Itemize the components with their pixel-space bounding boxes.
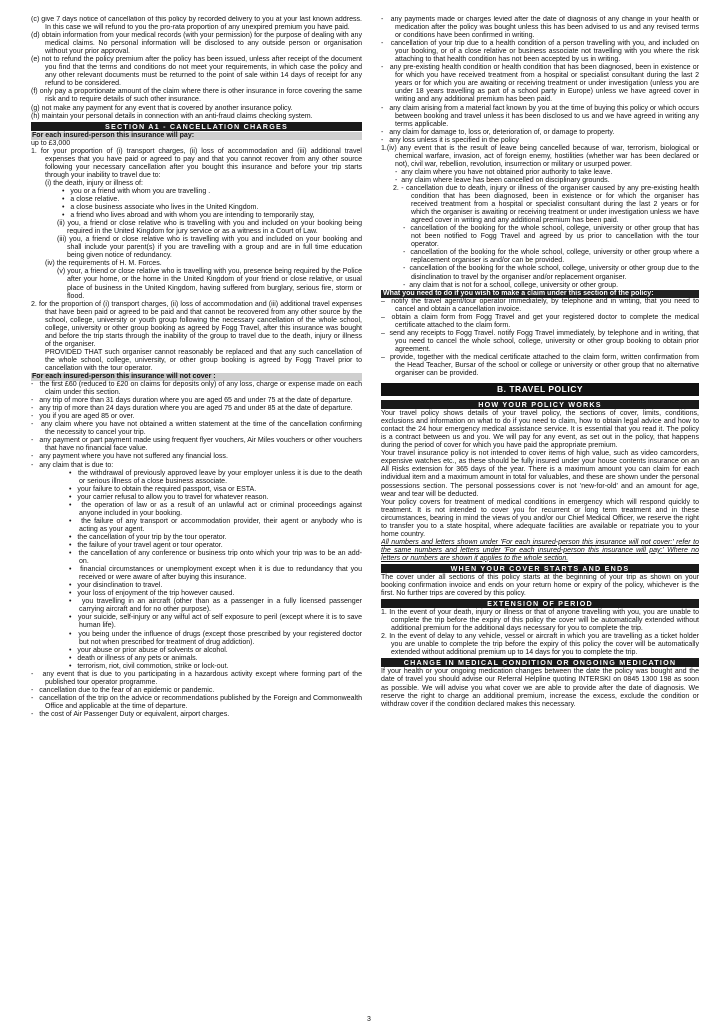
list-item: - cancellation of the booking for the whole school, college, university or other group where a replacement organiser is and/or can be provided.	[403, 249, 699, 265]
cover-item-2-proviso: PROVIDED THAT such organiser cannot reasonably be replaced and that any such cancellation of the whole school, college, university, or other group booking is agreed by Fogg Travel prior to cancellation with the tour operator.	[45, 348, 362, 372]
list-item: - any payment where you have not suffered any financial loss.	[31, 453, 228, 461]
list-item: - any claim that is due to:	[31, 461, 114, 469]
conditions-list	[31, 16, 362, 121]
condition-c: (c) give 7 days notice of cancellation of this policy by recorded delivery to you at your last known address. In this case we will refund to you the pro-rata proportion of any unexpired premium you have paid.	[31, 16, 362, 32]
cover-starts-heading: WHEN YOUR COVER STARTS AND ENDS	[381, 564, 699, 573]
cover-item-1-i-bullets	[31, 188, 362, 220]
list-item: - any claim for damage to, loss or, deterioration of, or damage to property.	[381, 128, 615, 136]
list-item: • a close business associate who lives in the United Kingdom.	[62, 204, 259, 212]
cover-item-1-ii: (ii) you, a friend or close relative who is travelling with you and included on your booking being required in the United Kingdom for jury service or as a witness in a Court of Law.	[57, 220, 362, 236]
list-item: - any payment or part payment made using frequent flyer vouchers, Air Miles vouchers or other vouchers that have no financial face value.	[31, 437, 362, 453]
will-pay-heading: For each insured-person this insurance will pay:	[31, 132, 362, 140]
list-item: - any payments made or charges levied after the date of diagnosis of any change in your health or medication after the policy was bought unless this has been advised to us and any revised terms or conditions have been confirmed in writing.	[381, 16, 699, 40]
list-item: - any trip of more than 31 days duration where you are aged 65 and under 75 at the date of departure.	[31, 397, 353, 405]
list-item: • the operation of law or as a result of an unlawful act or criminal proceedings against anyone included in your booking.	[69, 501, 362, 517]
condition-e: (e) not to refund the policy premium after the policy has been issued, unless after receipt of the document you find that the terms and conditions do not meet your requirements, in which case the policy and any other relevant documents must be returned to the point of sale within 14 days of receipt for any refund to be considered.	[31, 56, 362, 88]
extension-item-1: 1. In the event of your death, injury or illness or that of anyone travelling with you, you are unable to complete the trip before the expiry of this policy the cover will be automatically extended without additional premium for the additional days necessary for you to complete the trip.	[381, 609, 699, 633]
claim-steps	[381, 298, 699, 378]
exclusion-2: 2. - cancellation due to death, injury or illness of the organiser caused by any pre-existing health condition that has been diagnosed, been in existence or for which the organiser has received treatment from a hospital or specialist consultant during the last 2 years or for which the organiser is awaiting or receiving treatment or under investigation unless we have agreed cover in writing and any additional premium has been paid.	[393, 184, 699, 225]
list-item: - you if you are aged 85 or over.	[31, 413, 135, 421]
exclusions-list	[31, 381, 362, 470]
list-item: • you or a friend with whom you are travelling .	[62, 187, 211, 195]
list-item: • the cancellation of your trip by the tour operator.	[69, 533, 227, 541]
cover-item-1-v: (v) your, a friend or close relative who is travelling with you, presence being required by the Police after your home, or the home in the United Kingdom of your friend or close relative, or usual place of business in the United Kingdom, having suffered from burglary, serious fire, storm or flood.	[57, 268, 362, 300]
list-item: • your loss of enjoyment of the trip however caused.	[69, 590, 235, 598]
how-text-3: Your policy covers for treatment of medical conditions in emergency which will respond quickly to treatment. It is not intended to cover you for recurrent or long term treatment and in these circumstances, bearing in mind the views of you and/or our Chief Medical Officer, we reserve the right to transfer you to a state hospital, where adequate facilities are available or repatriate you to your home country.	[381, 498, 699, 538]
list-item: • your disinclination to travel.	[69, 582, 163, 590]
list-item: - any claim arising from a material fact known by you at the time of buying this policy or which occurs between booking and travel unless it has been disclosed to us and we have agreed in writing any terms applicable.	[381, 104, 699, 128]
list-item: - cancellation of the trip on the advice or recommendations published by the Foreign and Commonwealth Office and applicable at the time of departure.	[31, 694, 362, 710]
page-number: 3	[367, 1016, 371, 1023]
list-item: • your suicide, self-injury or any wilful act of self exposure to peril (except where it is to save human life).	[69, 614, 362, 630]
right-column	[381, 16, 699, 1028]
condition-d: (d) obtain information from your medical records (with your permission) for the purpose of dealing with any medical claims. No personal information will be disclosed to any outside person or organisation without your prior approval.	[31, 32, 362, 56]
list-item: - any trip of more than 24 days duration where you are aged 75 and under 85 at the date of departure.	[31, 405, 353, 413]
condition-h: (h) maintain your personal details in connection with an anti-fraud claims checking system.	[31, 112, 313, 120]
list-item: - any claim where leave has been cancelled on disciplinary grounds.	[395, 176, 610, 184]
list-item: - any claim that is not for a school, college, university or other group.	[403, 281, 619, 289]
list-item: - any pre-existing health condition or health condition that has been diagnosed, been in existence or for which you have received treatment from a hospital or specialist consultant during the last 2 years or for which you are awaiting or receiving treatment or under investigation (unless you are under 18 years travelling as part of a school party in Europe) unless we have agreed cover in writing and any additional premium has been paid.	[381, 64, 699, 104]
list-item: - cancellation due to the fear of an epidemic or pandemic.	[31, 686, 215, 694]
list-item: – obtain a claim form from Fogg Travel and get your registered doctor to complete the medical certificate attached to the claim form.	[381, 313, 699, 329]
list-item: - cancellation of the booking for the whole school, college, university or other group due to the disinclination to travel by the organiser and/or replacement organiser.	[403, 265, 699, 281]
list-item: - any claim where you have not obtained prior authority to take leave.	[395, 168, 613, 176]
cover-item-1-iv: (iv) the requirements of H. M. Forces.	[45, 260, 162, 268]
list-item: • a close relative.	[62, 195, 120, 203]
list-item: - the first £60 (reduced to £20 on claims for deposits only) of any loss, charge or expense made on each claim under this section.	[31, 381, 362, 397]
medical-change-heading: CHANGE IN MEDICAL CONDITION OR ONGOING MEDICATION	[381, 658, 699, 667]
list-item: • the failure of your travel agent or tour operator.	[69, 542, 223, 549]
condition-f: (f) only pay a proportionate amount of the claim where there is other insurance in force covering the same risk and to require details of such other insurance.	[31, 88, 362, 104]
list-item: • the cancellation of any conference or business trip onto which your trip was to be an add-on.	[69, 550, 362, 566]
list-item: • a friend who lives abroad and with whom you are intending to temporarily stay,	[62, 212, 315, 220]
cover-item-1: 1. for your proportion of (i) transport charges, (ii) loss of accommodation and (iii) additional travel expenses that you have paid or agreed to pay and that you cannot recover from any other source following your necessary cancellation after you bought this insurance and before your trip starts through your inability to travel due to:	[31, 147, 362, 179]
exclusion-2-list	[381, 225, 699, 289]
list-item: • terrorism, riot, civil commotion, strike or lock-out.	[69, 662, 229, 670]
cover-item-1-i: (i) the death, injury or illness of:	[45, 179, 143, 187]
cover-item-2: 2. for the proportion of (i) transport charges, (ii) loss of accommodation and (iii) additional travel expenses that have been paid or agreed to be paid and that cannot be recovered from any other source by the school, college, university or youth group following the necessary cancellation of the whole school, college, university or other group booking as agreed by Fogg Travel, after this insurance was bought and before the trip starts through the inability of the group to travel due to the death, injury or illness of the organiser.	[31, 300, 362, 348]
claim-heading: What you need to do if you wish to make a claim under this section of the policy:	[381, 290, 699, 298]
list-item: - the cost of Air Passenger Duty or equivalent, airport charges.	[31, 710, 230, 718]
condition-g: (g) not make any payment for any event that is covered by another insurance policy.	[31, 104, 293, 112]
list-item: – send any receipts to Fogg Travel. notify Fogg Travel immediately, by telephone and in writing, that you need to cancel the whole school, college, university or other group booking to obtain prior agreement.	[381, 329, 699, 353]
list-item: • you being under the influence of drugs (except those prescribed by your registered doctor but not when prescribed for treatment of drug addiction).	[69, 630, 362, 646]
list-item: • the failure of any transport or accommodation provider, their agent or anybody who is acting as your agent.	[69, 517, 362, 533]
extension-item-2: 2. In the event of delay to any vehicle, vessel or aircraft in which you are travelling as a ticket holder you are unable to complete the trip before the expiry of this policy the cover will be automatically extended without additional premium up to 14 days for you to complete the trip.	[381, 633, 699, 657]
how-policy-works-heading: HOW YOUR POLICY WORKS	[381, 400, 699, 409]
list-item: • you travelling in an aircraft (other than as a passenger in a fully licensed passenger carrying aircraft and for no other purpose).	[69, 598, 362, 614]
section-a1-heading: SECTION A1 - CANCELLATION CHARGES	[31, 122, 362, 131]
list-item: - cancellation of your trip due to a health condition of a person travelling with you, and included on your booking, or of a close relative or business associate not travelling with you where the risk attaching to that health condition has not been accepted by us in writing.	[381, 40, 699, 64]
how-text-4: All numbers and letters shown under 'For each insured-person this insurance will not cover:' refer to the same numbers and letters under 'For each insured-person this insurance will pay:' Where no letters or numbers are shown it applies to the whole section.	[381, 538, 699, 562]
list-item: • your carrier refusal to allow you to travel for whatever reason.	[69, 493, 269, 501]
list-item: – provide, together with the medical certificate attached to the claim form, written confirmation from the Head Teacher, Bursar of the school or college or university or other group that no alternative organiser can be provided.	[381, 353, 699, 378]
list-item: • financial circumstances or unemployment except when it is due to redundancy that you received or were aware of after buying this insurance.	[69, 566, 362, 582]
left-column	[31, 16, 362, 1024]
top-exclusions-list	[381, 16, 699, 145]
cover-starts-text: The cover under all sections of this policy starts at the beginning of your trip as shown on your booking confirmation invoice and ends on your return home or expiry of the policy, whichever is the first. No further trips are covered by this policy.	[381, 574, 699, 598]
list-item: - any claim where you have not obtained a written statement at the time of the cancellation confirming the necessity to cancel your trip.	[31, 421, 362, 437]
how-text-1: Your travel policy shows details of your travel policy, the sections of cover, limits, conditions, exclusions and information on what to do if you need to claim, how to obtain legal advice and how to contact the 24 hour emergency medical assistance service. It is essential that you read it. The policy is a contract between us and you. We will pay for any event, as set out in the policy, that happens during the period of cover for which you have paid the appropriate premium.	[381, 410, 699, 450]
medical-change-text: If your health or your ongoing medication changes between the date the policy was bought and the date of travel you should advise our Referral Helpline quoting INTERSKI on 0845 1300 198 as soon as possible. We will advise you what cover we are able to provide after the date of diagnosis. We reserve the right to charge an additional premium, increase the excess, exclude the condition or withdraw cover if the condition declared makes this necessary.	[381, 668, 699, 708]
travel-policy-heading: B. TRAVEL POLICY	[381, 383, 699, 396]
will-not-cover-heading: For each insured-person this insurance will not cover :	[31, 373, 362, 381]
due-to-list	[31, 470, 362, 671]
exclusion-1-iv: 1.(iv) any event that is the result of leave being cancelled because of war, terrorism, biological or chemical warfare, invasion, act of foreign enemy, hostilities (whether war has been declared or not), civil war, rebellion, revolution, insurrection or military or usurped power.	[381, 144, 699, 168]
list-item: - any event that is due to you participating in a hazardous activity except where forming part of the published tour operator programme.	[31, 670, 362, 686]
how-text-2: Your travel insurance policy is not intended to cover items of high value, such as video camcorders, expensive watches etc., as these should be fully insured under your house contents insurance on an All Risks extension for 365 days of the year. There is a maximum amount you can claim for each individual item and a maximum amount in total for valuables, and these are shown under the personal possessions section. The personal possessions cover is not 'new-for-old' and an amount for age, wear and tear will be deducted.	[381, 450, 699, 498]
list-item: • your abuse or prior abuse of solvents or alcohol.	[69, 646, 228, 654]
list-item: - any loss unless it is specified in the policy	[381, 136, 519, 144]
list-item: • death or illness of any pets or animals.	[69, 654, 198, 662]
exclusions-end-list	[31, 671, 362, 719]
list-item: • your failure to obtain the required passport, visa or ESTA.	[69, 485, 257, 493]
cover-limit: up to £3,000	[31, 139, 71, 147]
list-item: • the withdrawal of previously approved leave by your employer unless it is due to the death or serious illness of a close business associate.	[69, 469, 362, 485]
cover-item-1-iii: (iii) you, a friend or close relative who is travelling with you and included on your booking and shall include your parent(s) if you are travelling with a group and are in full time education being given notice of redundancy.	[57, 236, 362, 260]
extension-heading: EXTENSION OF PERIOD	[381, 599, 699, 608]
list-item: - cancellation of the booking for the whole school, college, university or other group that has not been notified to Fogg Travel and agreed by us prior to cancellation with the tour operator.	[403, 225, 699, 249]
list-item: – notify the travel agent/tour operator immediately, by telephone and in writing, that you need to cancel and obtain a cancellation invoice.	[381, 297, 699, 313]
